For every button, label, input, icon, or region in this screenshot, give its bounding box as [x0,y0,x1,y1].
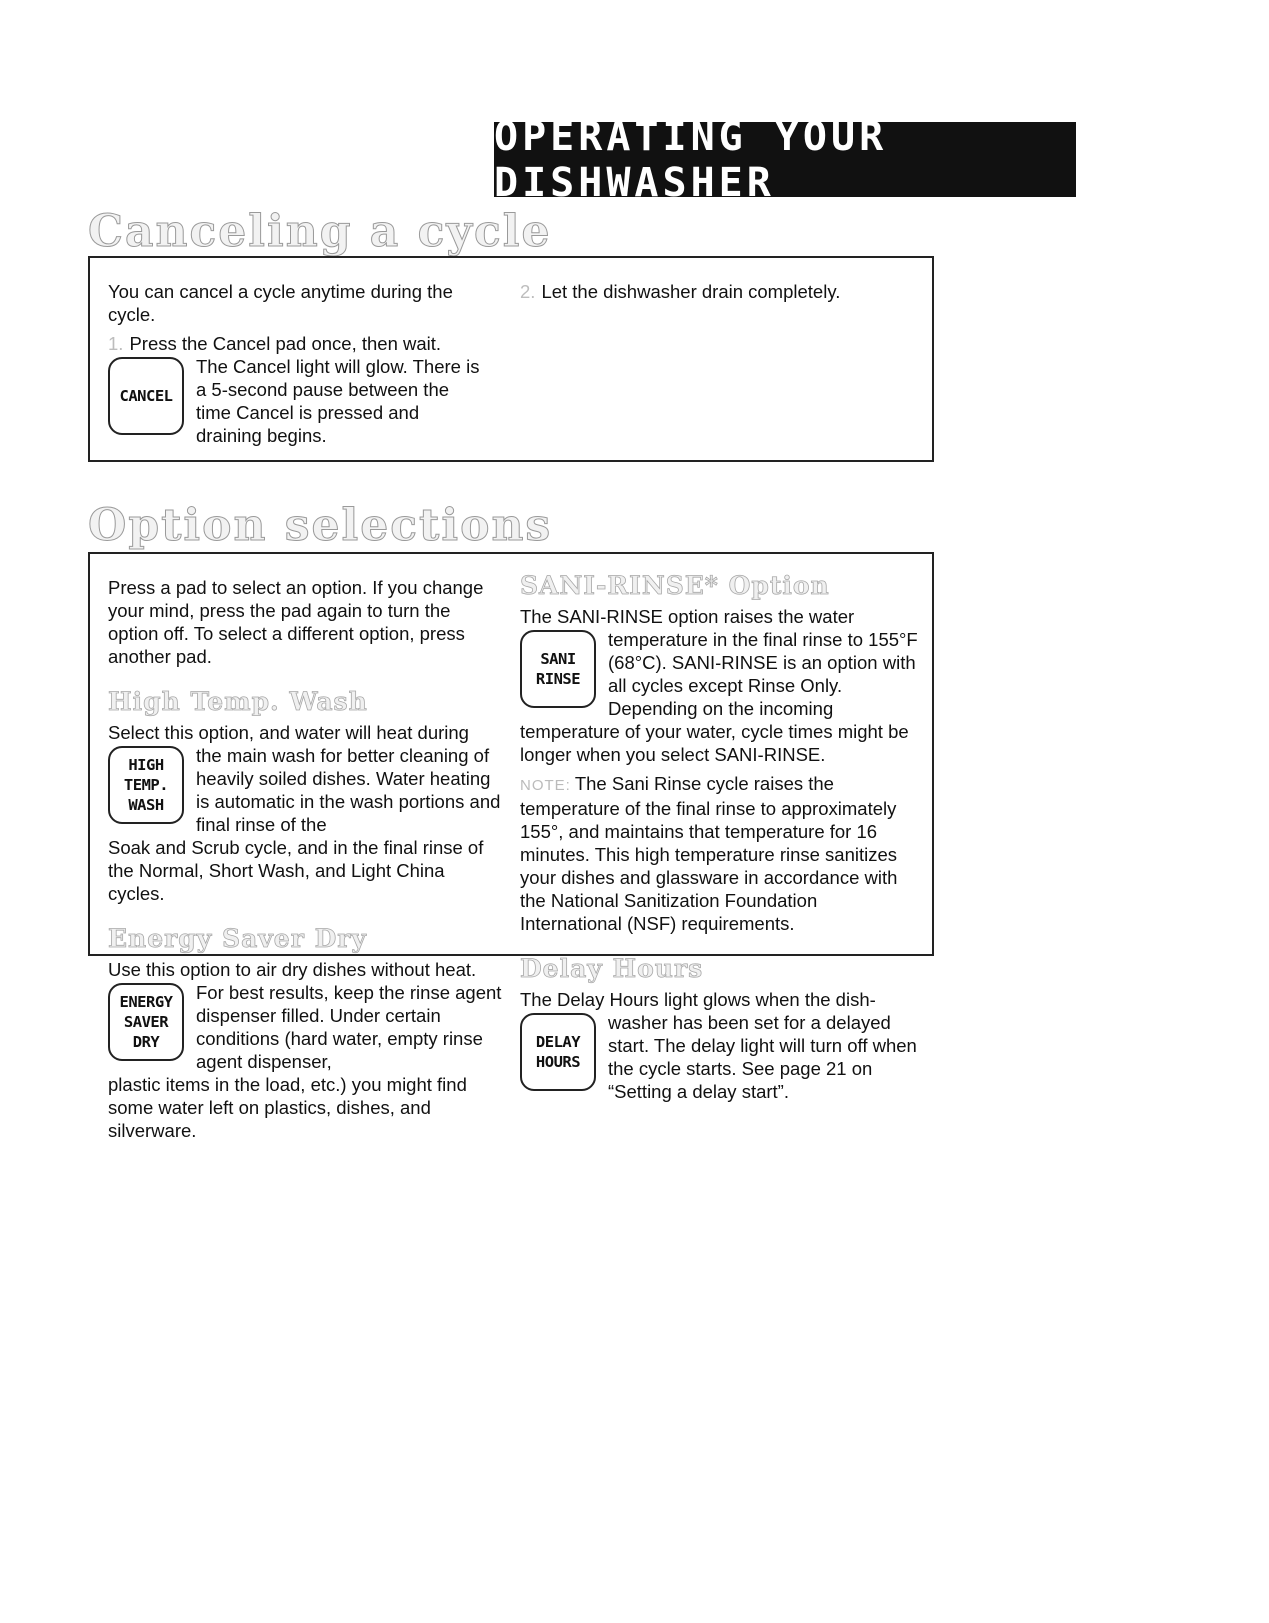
options-right-column [520,571,920,1103]
energy-saver-pad-icon [108,983,184,1061]
delay-hours-heading: Delay Hours [520,954,704,983]
step-1-number: 1. [108,333,124,354]
sani-rinse-note [520,772,920,935]
delay-hours-lead: The Delay Hours light glows when the dish- [520,989,876,1010]
canceling-right-column [520,280,910,309]
options-title: Option selections [88,500,553,551]
delay-hours-pad-line-1: DELAY [535,1033,581,1051]
sani-rinse-pad-icon [520,630,596,708]
step-2-number: 2. [520,281,536,302]
cancel-pad-row [108,355,488,447]
high-temp-pad-row [108,744,503,836]
energy-saver-pad-line-3: DRY [132,1033,160,1051]
delay-hours-pad-line-2: HOURS [535,1053,581,1071]
options-panel [88,552,934,1141]
options-intro: Press a pad to select an option. If you change your mind, press the pad again to turn the option off. To select a different option, press another pad. [108,577,484,667]
energy-saver-lead: Use this option to air dry dishes without heat. [108,959,477,980]
sani-rinse-pad-row [520,628,920,720]
sani-rinse-tail: temperature of your water, cycle times might be longer when you select SANI-RINSE. [520,721,909,765]
delay-hours-description: washer has been set for a delayed start. The delay light will turn off when the cycle starts. See page 21 on “Setting a delay start”. [608,1012,917,1102]
energy-saver-heading: Energy Saver Dry [108,924,367,953]
high-temp-description: the main wash for better cleaning of heavily soiled dishes. Water heating is automatic in the wash portions and final rinse of the [196,745,501,835]
high-temp-pad-icon [108,746,184,824]
step-1-text: Press the Cancel pad once, then wait. [129,333,442,354]
sani-rinse-lead: The SANI-RINSE option raises the water [520,606,855,627]
options-left-column [108,576,503,1148]
canceling-title: Canceling a cycle [88,206,552,257]
note-label: NOTE: [520,777,571,794]
high-temp-pad-line-3: WASH [128,796,164,814]
high-temp-pad-line-1: HIGH [128,756,164,774]
high-temp-tail: Soak and Scrub cycle, and in the final rinse of the Normal, Short Wash, and Light China cycles. [108,837,484,904]
energy-saver-description: For best results, keep the rinse agent dispenser filled. Under certain conditions (hard water, empty rinse agent dispenser, [196,982,502,1072]
sani-rinse-heading: SANI-RINSE* Option [520,571,830,600]
high-temp-heading: High Temp. Wash [108,687,368,716]
step-2-text: Let the dishwasher drain completely. [541,281,841,302]
energy-saver-pad-row [108,981,503,1073]
sani-rinse-pad-line-2: RINSE [535,670,581,688]
cancel-step-2 [520,280,910,303]
delay-hours-pad-row [520,1011,920,1103]
high-temp-lead: Select this option, and water will heat during [108,722,469,743]
cancel-pad-label: CANCEL [119,387,173,405]
energy-saver-pad-line-1: ENERGY [119,993,173,1011]
high-temp-pad-line-2: TEMP. [123,776,169,794]
energy-saver-tail: plastic items in the load, etc.) you might find some water left on plastics, dishes, and silverware. [108,1074,467,1141]
note-text: The Sani Rinse cycle raises the temperature of the final rinse to approximately 155°, and maintains that temperature for 16 minutes. This high temperature rinse sanitizes your dishes and glassware in accordance with the National Sanitization Foundation International (NSF) requirements. [520,773,898,934]
page-banner: OPERATING YOUR DISHWASHER [494,122,1076,197]
energy-saver-pad-line-2: SAVER [123,1013,169,1031]
canceling-intro: You can cancel a cycle anytime during the cycle. [108,281,453,325]
canceling-left-column [108,280,488,447]
sani-rinse-description: temperature in the final rinse to 155°F (68°C). SANI-RINSE is an option with all cycles except Rinse Only. Depending on the incoming [608,629,918,719]
sani-rinse-pad-line-1: SANI [540,650,576,668]
delay-hours-pad-icon [520,1013,596,1091]
cancel-pad-description: The Cancel light will glow. There is a 5-second pause between the time Cancel is pressed and draining begins. [196,356,480,446]
canceling-panel [88,256,934,462]
cancel-pad-icon [108,357,184,435]
cancel-step-1 [108,332,488,355]
